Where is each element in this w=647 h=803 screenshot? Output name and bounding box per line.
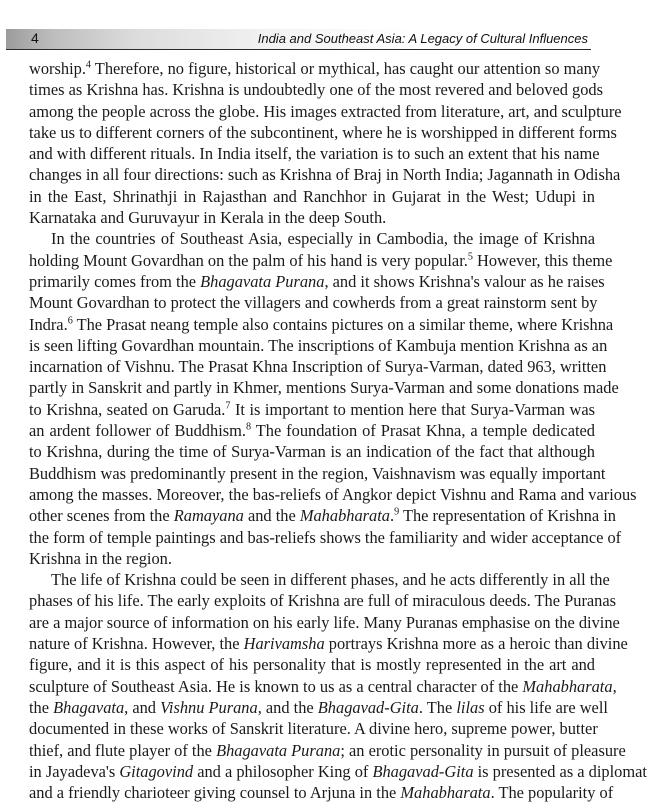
text-run: portrays Krishna more as a heroic than divine xyxy=(324,634,628,654)
text-line xyxy=(29,527,622,548)
text-line xyxy=(29,569,610,590)
text-line xyxy=(29,399,595,420)
text-line xyxy=(29,228,595,249)
italic-title: Vishnu Purana xyxy=(160,697,258,717)
text-run: . The popularity of xyxy=(490,783,614,803)
text-run: figure, and it is this aspect of his personality that is mostly represented in the art and xyxy=(29,655,595,675)
text-line xyxy=(29,718,598,739)
paragraph xyxy=(29,58,622,228)
text-run: other scenes from the xyxy=(29,506,174,526)
text-line xyxy=(29,612,620,633)
italic-title: Bhagavad-Gita xyxy=(372,761,474,781)
text-run: worship. xyxy=(29,59,86,78)
text-run: The representation of Krishna in xyxy=(399,506,616,526)
text-line xyxy=(29,761,647,782)
text-line xyxy=(29,356,607,377)
text-run: In the countries of Southeast Asia, especially in Cambodia, the image of Krishna xyxy=(51,229,595,249)
text-line xyxy=(29,164,621,185)
footnote-marker: 5 xyxy=(467,251,473,263)
text-run: nature of Krishna. However, the xyxy=(29,634,244,654)
footnote-marker: 7 xyxy=(225,400,231,412)
footnote-marker: 9 xyxy=(394,506,400,518)
text-line xyxy=(29,697,608,718)
text-run: Indra. xyxy=(29,314,68,334)
text-line xyxy=(29,441,595,462)
text-line xyxy=(29,101,622,122)
text-run: Krishna in the region. xyxy=(29,548,172,568)
text-run: thief, and flute player of the xyxy=(29,740,217,760)
paragraph xyxy=(29,228,637,569)
footnote-marker: 6 xyxy=(67,315,73,327)
text-run: is presented as a diplomat xyxy=(473,761,647,781)
text-run: the xyxy=(29,697,54,717)
text-line xyxy=(29,335,608,356)
page-number: 4 xyxy=(31,30,39,46)
text-line xyxy=(29,186,595,207)
footnote-marker: 8 xyxy=(245,421,252,433)
text-run: holding Mount Govardhan on the palm of his hand is very popular. xyxy=(29,250,468,270)
text-run: ; an erotic personality in pursuit of pleasure xyxy=(340,740,626,760)
text-line xyxy=(29,420,595,441)
text-run: incarnation of Vishnu. The Prasat Khna Inscription of Surya-Varman, dated 963, written xyxy=(29,357,607,377)
text-line xyxy=(29,740,626,761)
text-run: and a philosopher King of xyxy=(193,761,373,781)
text-line xyxy=(29,143,600,164)
text-run: to Krishna, during the time of Surya-Varman is an indication of the fact that although xyxy=(29,442,595,462)
text-run: Mount Govardhan to protect the villagers and cowherds from a great rainstorm sent by xyxy=(29,293,598,313)
text-line xyxy=(29,590,617,611)
italic-title: Bhagavata xyxy=(53,697,125,717)
text-line xyxy=(29,250,613,271)
text-run: of his life are well xyxy=(484,697,608,717)
text-line xyxy=(29,377,619,398)
text-run: among the masses. Moreover, the bas-reliefs of Angkor depict Vishnu and Rama and various xyxy=(29,484,637,504)
italic-title: Mahabharata xyxy=(299,506,390,526)
text-line xyxy=(29,676,617,697)
italic-title: Bhagavad-Gita xyxy=(317,697,419,717)
text-run: Buddhism was predominantly present in the region, Vaishnavism was equally important xyxy=(29,463,606,483)
text-line xyxy=(29,633,628,654)
text-line xyxy=(29,79,604,100)
text-run: , and xyxy=(124,697,161,717)
text-run: are a major source of information on his early life. Many Puranas emphasise on the divine xyxy=(29,612,620,632)
text-run: . xyxy=(389,506,395,526)
text-run: , and it shows Krishna's valour as he raises xyxy=(324,271,605,291)
text-line xyxy=(29,654,595,675)
text-line xyxy=(29,58,601,79)
text-run: and the xyxy=(243,506,300,526)
text-run: sculpture of Southeast Asia. He is known to us as a central character of the xyxy=(29,676,523,696)
text-line xyxy=(29,292,598,313)
text-run: However, this theme xyxy=(472,250,613,270)
text-line xyxy=(29,207,595,228)
italic-title: Mahabharata xyxy=(400,783,491,803)
text-line xyxy=(29,463,606,484)
text-run: is seen lifting Govardhan mountain. The inscriptions of Kambuja mention Krishna as an xyxy=(29,335,608,355)
text-run: an ardent follower of Buddhism. xyxy=(29,421,246,441)
text-line xyxy=(29,314,614,335)
text-line xyxy=(29,548,595,569)
italic-title: Mahabharata xyxy=(522,676,613,696)
text-run: and with different rituals. In India itself, the variation is to such an extent that his name xyxy=(29,144,600,164)
text-run: documented in these works of Sanskrit literature. A divine hero, supreme power, butter xyxy=(29,719,598,739)
text-run: Karnataka and Guruvayur in Kerala in the deep South. xyxy=(29,208,387,228)
italic-title: Bhagavata Purana xyxy=(200,271,325,291)
text-run: in the East, Shrinathji in Rajasthan and Ranchhor in Gujarat in the West; Udupi in xyxy=(29,186,595,206)
text-run: Therefore, no figure, historical or mythical, has caught our attention so many xyxy=(91,59,601,78)
italic-title: lilas xyxy=(456,697,485,717)
text-run: partly in Sanskrit and partly in Khmer, mentions Surya-Varman and some donations made xyxy=(29,378,619,398)
text-run: the form of temple paintings and bas-reliefs shows the familiarity and wider acceptance of xyxy=(29,527,622,547)
text-run: The life of Krishna could be seen in different phases, and he acts differently in all the xyxy=(51,570,610,590)
text-line xyxy=(29,271,605,292)
italic-title: Bhagavata Purana xyxy=(216,740,341,760)
text-run: take us to different corners of the subcontinent, where he is worshipped in different forms xyxy=(29,122,617,142)
running-header xyxy=(6,29,591,50)
text-run: The foundation of Prasat Khna, a temple dedicated xyxy=(251,421,595,441)
text-line xyxy=(29,505,616,526)
paragraph xyxy=(29,569,647,803)
footnote-marker: 4 xyxy=(85,59,91,71)
italic-title: Harivamsha xyxy=(243,634,325,654)
text-run: changes in all four directions: such as Krishna of Braj in North India; Jagannath in Odisha xyxy=(29,165,621,185)
text-line xyxy=(29,484,637,505)
text-run: primarily comes from the xyxy=(29,271,201,291)
text-run: . The xyxy=(418,697,457,717)
text-run: It is important to mention here that Surya-Varman was xyxy=(230,399,595,419)
body-text xyxy=(29,58,647,803)
text-line xyxy=(29,782,614,803)
running-title: India and Southeast Asia: A Legacy of Cultural Influences xyxy=(257,31,588,46)
text-run: among the people across the globe. His images extracted from literature, art, and sculpture xyxy=(29,101,622,121)
text-run: , xyxy=(612,676,617,696)
italic-title: Ramayana xyxy=(173,506,244,526)
italic-title: Gitagovind xyxy=(119,761,194,781)
text-line xyxy=(29,122,617,143)
text-run: in Jayadeva's xyxy=(29,761,120,781)
text-run: phases of his life. The early exploits of Krishna are full of miraculous deeds. The Puranas xyxy=(29,591,617,611)
text-run: The Prasat neang temple also contains pictures on a similar theme, where Krishna xyxy=(72,314,614,334)
text-run: to Krishna, seated on Garuda. xyxy=(29,399,226,419)
text-run: times as Krishna has. Krishna is undoubtedly one of the most revered and beloved gods xyxy=(29,80,604,100)
text-run: and a friendly charioteer giving counsel to Arjuna in the xyxy=(29,783,401,803)
text-run: , and the xyxy=(257,697,318,717)
